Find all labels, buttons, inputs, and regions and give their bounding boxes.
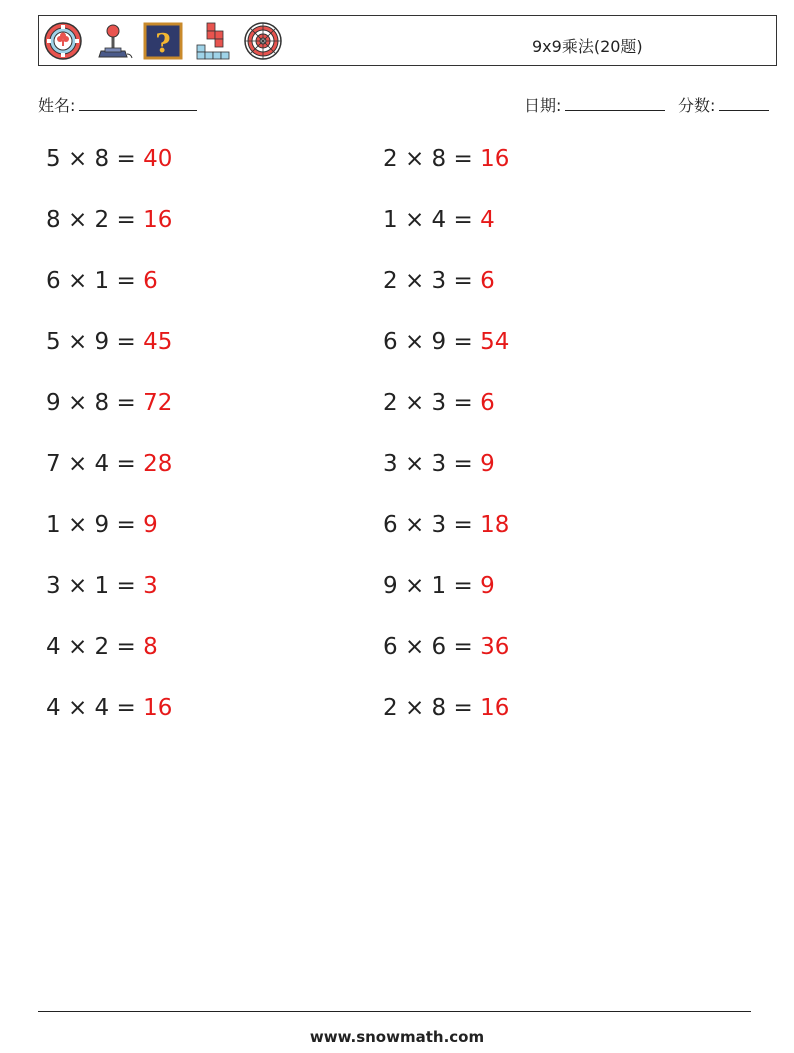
problem-answer: 54: [480, 329, 510, 355]
problem-row: [383, 390, 495, 416]
problem-row: [46, 695, 172, 721]
problem-question: 5 × 9 =: [46, 329, 144, 355]
problem-answer: 16: [143, 207, 173, 233]
problem-row: [383, 146, 509, 172]
problem-question: 6 × 6 =: [383, 634, 481, 660]
date-label: 日期:: [524, 96, 562, 115]
problem-row: [46, 146, 172, 172]
problem-answer: 3: [143, 573, 158, 599]
problem-answer: 72: [143, 390, 173, 416]
question-block-icon: [143, 21, 183, 61]
problem-row: [46, 207, 172, 233]
problem-question: 2 × 3 =: [383, 390, 481, 416]
footer-url: www.snowmath.com: [309, 1028, 485, 1046]
footer-divider: [38, 1011, 751, 1012]
problem-question: 3 × 3 =: [383, 451, 481, 477]
worksheet-title: 9x9乘法(20题): [532, 37, 643, 56]
problem-question: 4 × 2 =: [46, 634, 144, 660]
problem-answer: 6: [143, 268, 158, 294]
problem-answer: 18: [480, 512, 510, 538]
problem-answer: 8: [143, 634, 158, 660]
problem-question: 9 × 8 =: [46, 390, 144, 416]
problem-question: 6 × 9 =: [383, 329, 481, 355]
problem-question: 7 × 4 =: [46, 451, 144, 477]
problem-row: [46, 573, 158, 599]
poker-chip-icon: [43, 21, 83, 61]
problem-answer: 9: [480, 451, 495, 477]
problem-row: [46, 390, 172, 416]
problem-question: 3 × 1 =: [46, 573, 144, 599]
date-field: [524, 93, 665, 116]
problem-row: [46, 634, 158, 660]
problem-row: [383, 573, 495, 599]
problem-row: [383, 451, 495, 477]
problem-answer: 16: [480, 146, 510, 172]
name-blank-line: [79, 96, 197, 111]
problem-question: 6 × 1 =: [46, 268, 144, 294]
problem-answer: 6: [480, 268, 495, 294]
header-icons: [43, 21, 283, 61]
problem-question: 4 × 4 =: [46, 695, 144, 721]
score-field: [678, 93, 769, 116]
joystick-icon: [93, 21, 133, 61]
problem-question: 2 × 8 =: [383, 146, 481, 172]
header-box: [38, 15, 777, 66]
problem-question: 2 × 3 =: [383, 268, 481, 294]
svg-text:?: ?: [155, 29, 171, 59]
name-label: 姓名:: [38, 96, 76, 115]
score-blank-line: [719, 96, 769, 111]
problem-answer: 40: [143, 146, 173, 172]
problem-answer: 9: [480, 573, 495, 599]
problem-row: [383, 329, 509, 355]
dartboard-icon: [243, 21, 283, 61]
problem-answer: 4: [480, 207, 495, 233]
problem-answer: 28: [143, 451, 173, 477]
problem-row: [46, 451, 172, 477]
problem-question: 2 × 8 =: [383, 695, 481, 721]
problem-question: 8 × 2 =: [46, 207, 144, 233]
problem-question: 5 × 8 =: [46, 146, 144, 172]
problem-row: [46, 329, 172, 355]
problem-question: 9 × 1 =: [383, 573, 481, 599]
problem-answer: 16: [480, 695, 510, 721]
problem-row: [383, 268, 495, 294]
problem-answer: 6: [480, 390, 495, 416]
problem-answer: 9: [143, 512, 158, 538]
date-blank-line: [565, 96, 665, 111]
problem-question: 1 × 4 =: [383, 207, 481, 233]
problem-question: 1 × 9 =: [46, 512, 144, 538]
problem-row: [383, 634, 509, 660]
problem-answer: 16: [143, 695, 173, 721]
problem-question: 6 × 3 =: [383, 512, 481, 538]
problem-row: [383, 695, 509, 721]
name-field: [38, 93, 197, 116]
problem-answer: 45: [143, 329, 173, 355]
problem-row: [46, 512, 158, 538]
problem-answer: 36: [480, 634, 510, 660]
score-label: 分数:: [678, 96, 716, 115]
tetris-block-icon: [193, 21, 233, 61]
problem-row: [383, 207, 495, 233]
problem-row: [383, 512, 509, 538]
problem-row: [46, 268, 158, 294]
